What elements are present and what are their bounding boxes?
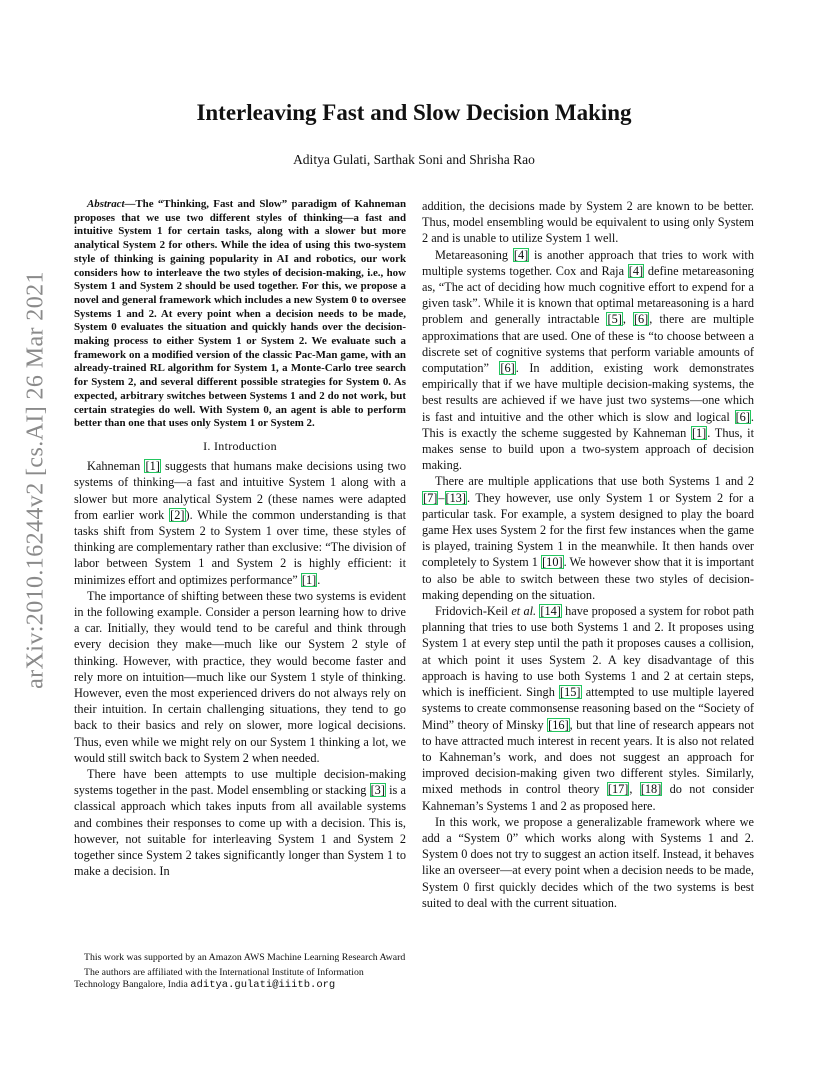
section-heading-introduction: I. Introduction [203,438,277,453]
text-run: attempted to use multiple layered systems to create commonsense reasoning based on the “Society of Mind” theory of Minsky [422,685,754,732]
text-run: There are multiple applications that use both Systems 1 and 2 [435,474,754,489]
citation-link[interactable]: [13] [445,490,466,505]
text-run: suggests that humans make decisions using two systems of thinking—a fast and intuitive System 1 along with a slower but more analytical System 2 (these names were adapted from earlier work [74,459,406,522]
text-run: define metareasoning as, “The act of deciding how much cognitive effort to expend for a given task”. While it is known that optimal metareasoning is a hard problem and generally intractable [422,263,754,327]
text-run: . Thus, it makes sense to build upon a two-system approach of decision making. [422,425,754,473]
intro-paragraph-1 [74,458,406,588]
citation-link[interactable]: [10] [542,555,563,570]
text-run: have proposed a system for robot path planning that tries to use both Systems 1 and 2. It proposes using System 1 at every step until the path it proposes causes a collision, at which point it uses System 2. A key disadvantage of this approach is having to use both Systems 1 and 2 at certain steps, which is inefficient. Singh [422,604,754,700]
citation-link[interactable]: [1] [145,459,160,474]
citation-link[interactable]: [18] [640,782,662,797]
citation-link[interactable]: [6] [633,312,649,327]
author-list: Aditya Gulati, Sarthak Soni and Shrisha Rao [293,152,535,167]
citation-link[interactable]: [6] [735,409,750,424]
arxiv-identifier-stamp: arXiv:2010.16244v2 [cs.AI] 26 Mar 2021 [22,271,49,689]
applications-paragraph [422,473,754,603]
proposal-paragraph: In this work, we propose a generalizable framework where we add a “System 0” which works along with Systems 1 and 2. System 0 does not try to suggest an action itself. Instead, it behaves like an overseer—at every point when a decision needs to be made, System 0 first quickly decides which of the two systems is best suited to deal with the current situation. [422,814,754,910]
citation-link[interactable]: [3] [370,783,385,798]
citation-link[interactable]: [4] [513,247,529,262]
text-run: . This is exactly the scheme suggested by Kahneman [422,409,754,440]
text-run: , but that line of research appears not to have attracted much interest in recent years. It is also not related to Kahneman’s work, and does not suggest an approach for improved decision-making given two different styles. Similarly, mixed methods in control theory [422,717,754,797]
intro-paragraph-3 [74,766,406,879]
text-run: , [622,312,633,327]
text-run: . We however show that it is important to also be able to switch between these two styles of decision-making depending on the situation. [422,555,754,602]
text-run: , [629,782,640,797]
text-run: There have been attempts to use multiple decision-making systems together in the past. Model ensembling or stacking [74,767,406,798]
text-run: Fridovich-Keil [435,604,512,619]
text-run: is a classical approach which takes inputs from all available systems and combines their responses to come up with a decision. This is, however, not suitable for interleaving System 1 and System 2 together since System 2 takes significantly longer than System 1 to make a decision. In [74,783,406,879]
citation-link[interactable]: [17] [607,782,629,797]
citation-link[interactable]: [5] [607,312,622,327]
funding-footnote: This work was supported by an Amazon AWS Machine Learning Research Award [84,952,406,963]
text-run: , there are multiple approximations that are used. One of these is “to choose between a discrete set of cognitive systems that perform variable amounts of computation” [422,312,755,376]
abstract [74,198,406,431]
text-run: . They however, use only System 1 or System 2 for a particular task. For example, a system designed to play the board game Hex uses System 2 for the first few instances when the game is played, training System 1 in the meanwhile. It then hands over completely to System 1 [422,490,754,570]
citation-link[interactable]: [16] [548,717,569,732]
citation-link[interactable]: [15] [560,685,581,700]
citation-link[interactable]: [1] [301,572,317,587]
citation-link[interactable]: [1] [691,425,707,440]
abstract-text: —The “Thinking, Fast and Slow” paradigm of Kahneman proposes that we use two different styles of thinking—a fast and intuitive System 1 for certain tasks, along with a slower but more analytical System 2 for others. While the idea of using this two-system style of thinking is gaining popularity in AI and robotics, our work considers how to interleave the two styles of decision-making, i.e., how System 1 and System 2 should be used together. For this, we propose a novel and general framework which includes a new System 0 to oversee Systems 1 and 2. At every point when a decision needs to be made, System 0 evaluates the situation and quickly hands over the decision-making process to either System 1 or System 2. We evaluate such a framework on a modified version of the classic Pac-Man game, with an already-trained RL algorithm for System 1, a Monte-Carlo tree search for System 2, and several different possible strategies for System 0. As expected, arbitrary switches between Systems 1 and 2 do not work, but certain strategies do well. With System 0, an agent is able to perform better than one that uses only System 1 or System 2. [74,198,406,430]
text-run: ). While the common understanding is that tasks shift from System 2 to System 1 over time, these styles of thinking are complementary rather than exclusive: “The division of labor between System 1 and System 2 is highly efficient: it minimizes effort and optimizes performance” [74,507,407,587]
et-al-text: et al. [511,604,537,619]
text-run: . [317,572,321,587]
related-work-paragraph [422,603,754,814]
citation-link[interactable]: [7] [423,490,438,505]
citation-link[interactable]: [4] [628,263,644,278]
citation-link[interactable]: [14] [540,604,561,619]
text-run: . In addition, existing work demonstrates empirically that if we have multiple decision-making systems, the best results are achieved if we have just two systems—one which is fast and intuitive and the other which is slow and logical [422,361,754,424]
text-run: Kahneman [87,459,145,474]
citation-link[interactable]: [6] [500,361,515,376]
intro-paragraph-3-continued: addition, the decisions made by System 2 are known to be better. Thus, model ensembling would be equivalent to using only System 2 and is unable to utilize System 1 well. [422,199,754,246]
paper-title: Interleaving Fast and Slow Decision Making [196,100,632,125]
text-run: – [438,490,445,505]
citation-link[interactable]: [2] [170,507,185,522]
text-run: The authors are affiliated with the International Institute of Information Technology Bangalore, India [74,967,364,991]
intro-paragraph-2: The importance of shifting between these two systems is evident in the following example. Consider a person learning how to drive a car. Initially, they would tend to be careful and think through every decision they make—much like our System 2 style of thinking. However, with practice, they would become faster and rely more on intuition—much like our System 1 style of thinking. However, even the most experienced drivers do not always rely on their intuition. In certain challenging situations, they tend to go back to their basics and rely on slower, more logical decisions. Thus, even while we might rely on our System 1 thinking a lot, we would still switch back to System 2 when needed. [74,588,406,765]
metareasoning-paragraph [422,247,754,474]
text-run: do not consider Kahneman’s Systems 1 and 2 as proposed here. [422,782,754,813]
right-column [422,198,754,911]
affiliation-footnote [74,967,406,991]
footnotes [74,952,406,995]
left-column [74,198,406,879]
author-email[interactable]: aditya.gulati@iiitb.org [190,979,336,992]
text-run: is another approach that tries to work with multiple systems together. Cox and Raja [422,247,754,278]
abstract-lead: Abstract [87,198,125,210]
text-run: Metareasoning [435,247,513,262]
